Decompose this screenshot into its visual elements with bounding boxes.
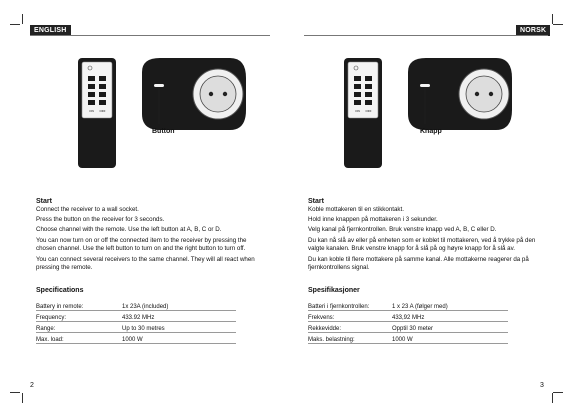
table-row [308, 322, 508, 333]
start-paragraph: You can now turn on or off the connected item to the receiver by pressing the chosen channel. Use the left button to turn on and the right button to turn off. [36, 237, 247, 252]
page-number: 2 [30, 382, 34, 389]
crop-mark [10, 392, 20, 393]
spec-label: Max. load: [36, 333, 122, 344]
crop-mark [10, 24, 20, 25]
table-row [36, 333, 236, 344]
receiver-button [420, 84, 430, 87]
spec-label: Rekkevidde: [308, 322, 392, 333]
left-page [0, 0, 287, 416]
spec-value: 1000 W [392, 333, 508, 344]
remote-control [78, 58, 116, 168]
header-rule [30, 35, 270, 36]
start-paragraph: You can connect several receivers to the same channel. They will all react when pressing the remote. [36, 256, 255, 271]
start-paragraph: Hold inne knappen på mottakeren i 3 sekunder. [308, 216, 438, 223]
crop-mark [553, 24, 563, 25]
start-paragraph: Du kan koble til flere mottakere på samme kanal. Alle mottakerne reagerer da på fjernkontrollens signal. [308, 256, 529, 271]
crop-mark [22, 14, 23, 24]
remote-on-label: ON [89, 109, 94, 113]
start-paragraph: Du kan nå slå av eller på enheten som er koblet til mottakeren, ved å trykke på den valgte kanalen. Bruk venstre knapp for å slå på og høyre knapp for å slå av. [308, 237, 536, 252]
receiver-button [154, 84, 164, 87]
start-paragraph: Press the button on the receiver for 3 seconds. [36, 216, 165, 223]
figure-caption: Button [152, 128, 175, 135]
header-rule [304, 35, 548, 36]
spec-label: Battery in remote: [36, 300, 122, 311]
remote-control [344, 58, 382, 168]
start-heading: Start [308, 198, 324, 205]
table-row [308, 333, 508, 344]
specifications-heading: Specifications [36, 287, 84, 294]
table-row [308, 300, 508, 311]
receiver-plug [142, 58, 246, 130]
spec-label: Maks. belastning: [308, 333, 392, 344]
spec-label: Batteri i fjernkontrollen: [308, 300, 392, 311]
table-row [308, 311, 508, 322]
spec-value: Opptil 30 meter [392, 322, 508, 333]
spec-label: Frequency: [36, 311, 122, 322]
remote-on-label: ON [355, 109, 360, 113]
specifications-heading: Spesifikasjoner [308, 287, 360, 294]
figure-caption: Knapp [420, 128, 442, 135]
table-row [36, 322, 236, 333]
language-tab: ENGLISH [30, 25, 71, 36]
start-paragraph: Koble mottakeren til en stikkontakt. [308, 206, 404, 213]
specifications-table [308, 300, 508, 344]
start-paragraph: Choose channel with the remote. Use the left button at A, B, C or D. [36, 226, 222, 233]
table-row [36, 311, 236, 322]
crop-mark [553, 392, 563, 393]
remote-off-label: OFF [365, 109, 372, 113]
spec-value: 1x 23A (included) [122, 300, 236, 311]
page-number: 3 [540, 382, 544, 389]
crop-mark [552, 393, 553, 403]
spec-value: 1 x 23 A (følger med) [392, 300, 508, 311]
receiver-plug [408, 58, 512, 130]
crop-mark [552, 14, 553, 24]
remote-off-label: OFF [99, 109, 106, 113]
start-paragraph: Connect the receiver to a wall socket. [36, 206, 139, 213]
language-tab: NORSK [516, 25, 550, 36]
right-page [288, 0, 575, 416]
table-row [36, 300, 236, 311]
spec-label: Frekvens: [308, 311, 392, 322]
crop-mark [22, 393, 23, 403]
product-illustration [336, 48, 516, 188]
start-heading: Start [36, 198, 52, 205]
product-illustration [70, 48, 250, 188]
spec-value: 433.92 MHz [122, 311, 236, 322]
spec-value: 433,92 MHz [392, 311, 508, 322]
spec-label: Range: [36, 322, 122, 333]
spec-value: 1000 W [122, 333, 236, 344]
specifications-table [36, 300, 236, 344]
spec-value: Up to 30 metres [122, 322, 236, 333]
start-paragraph: Velg kanal på fjernkontrollen. Bruk venstre knapp ved A, B, C eller D. [308, 226, 497, 233]
